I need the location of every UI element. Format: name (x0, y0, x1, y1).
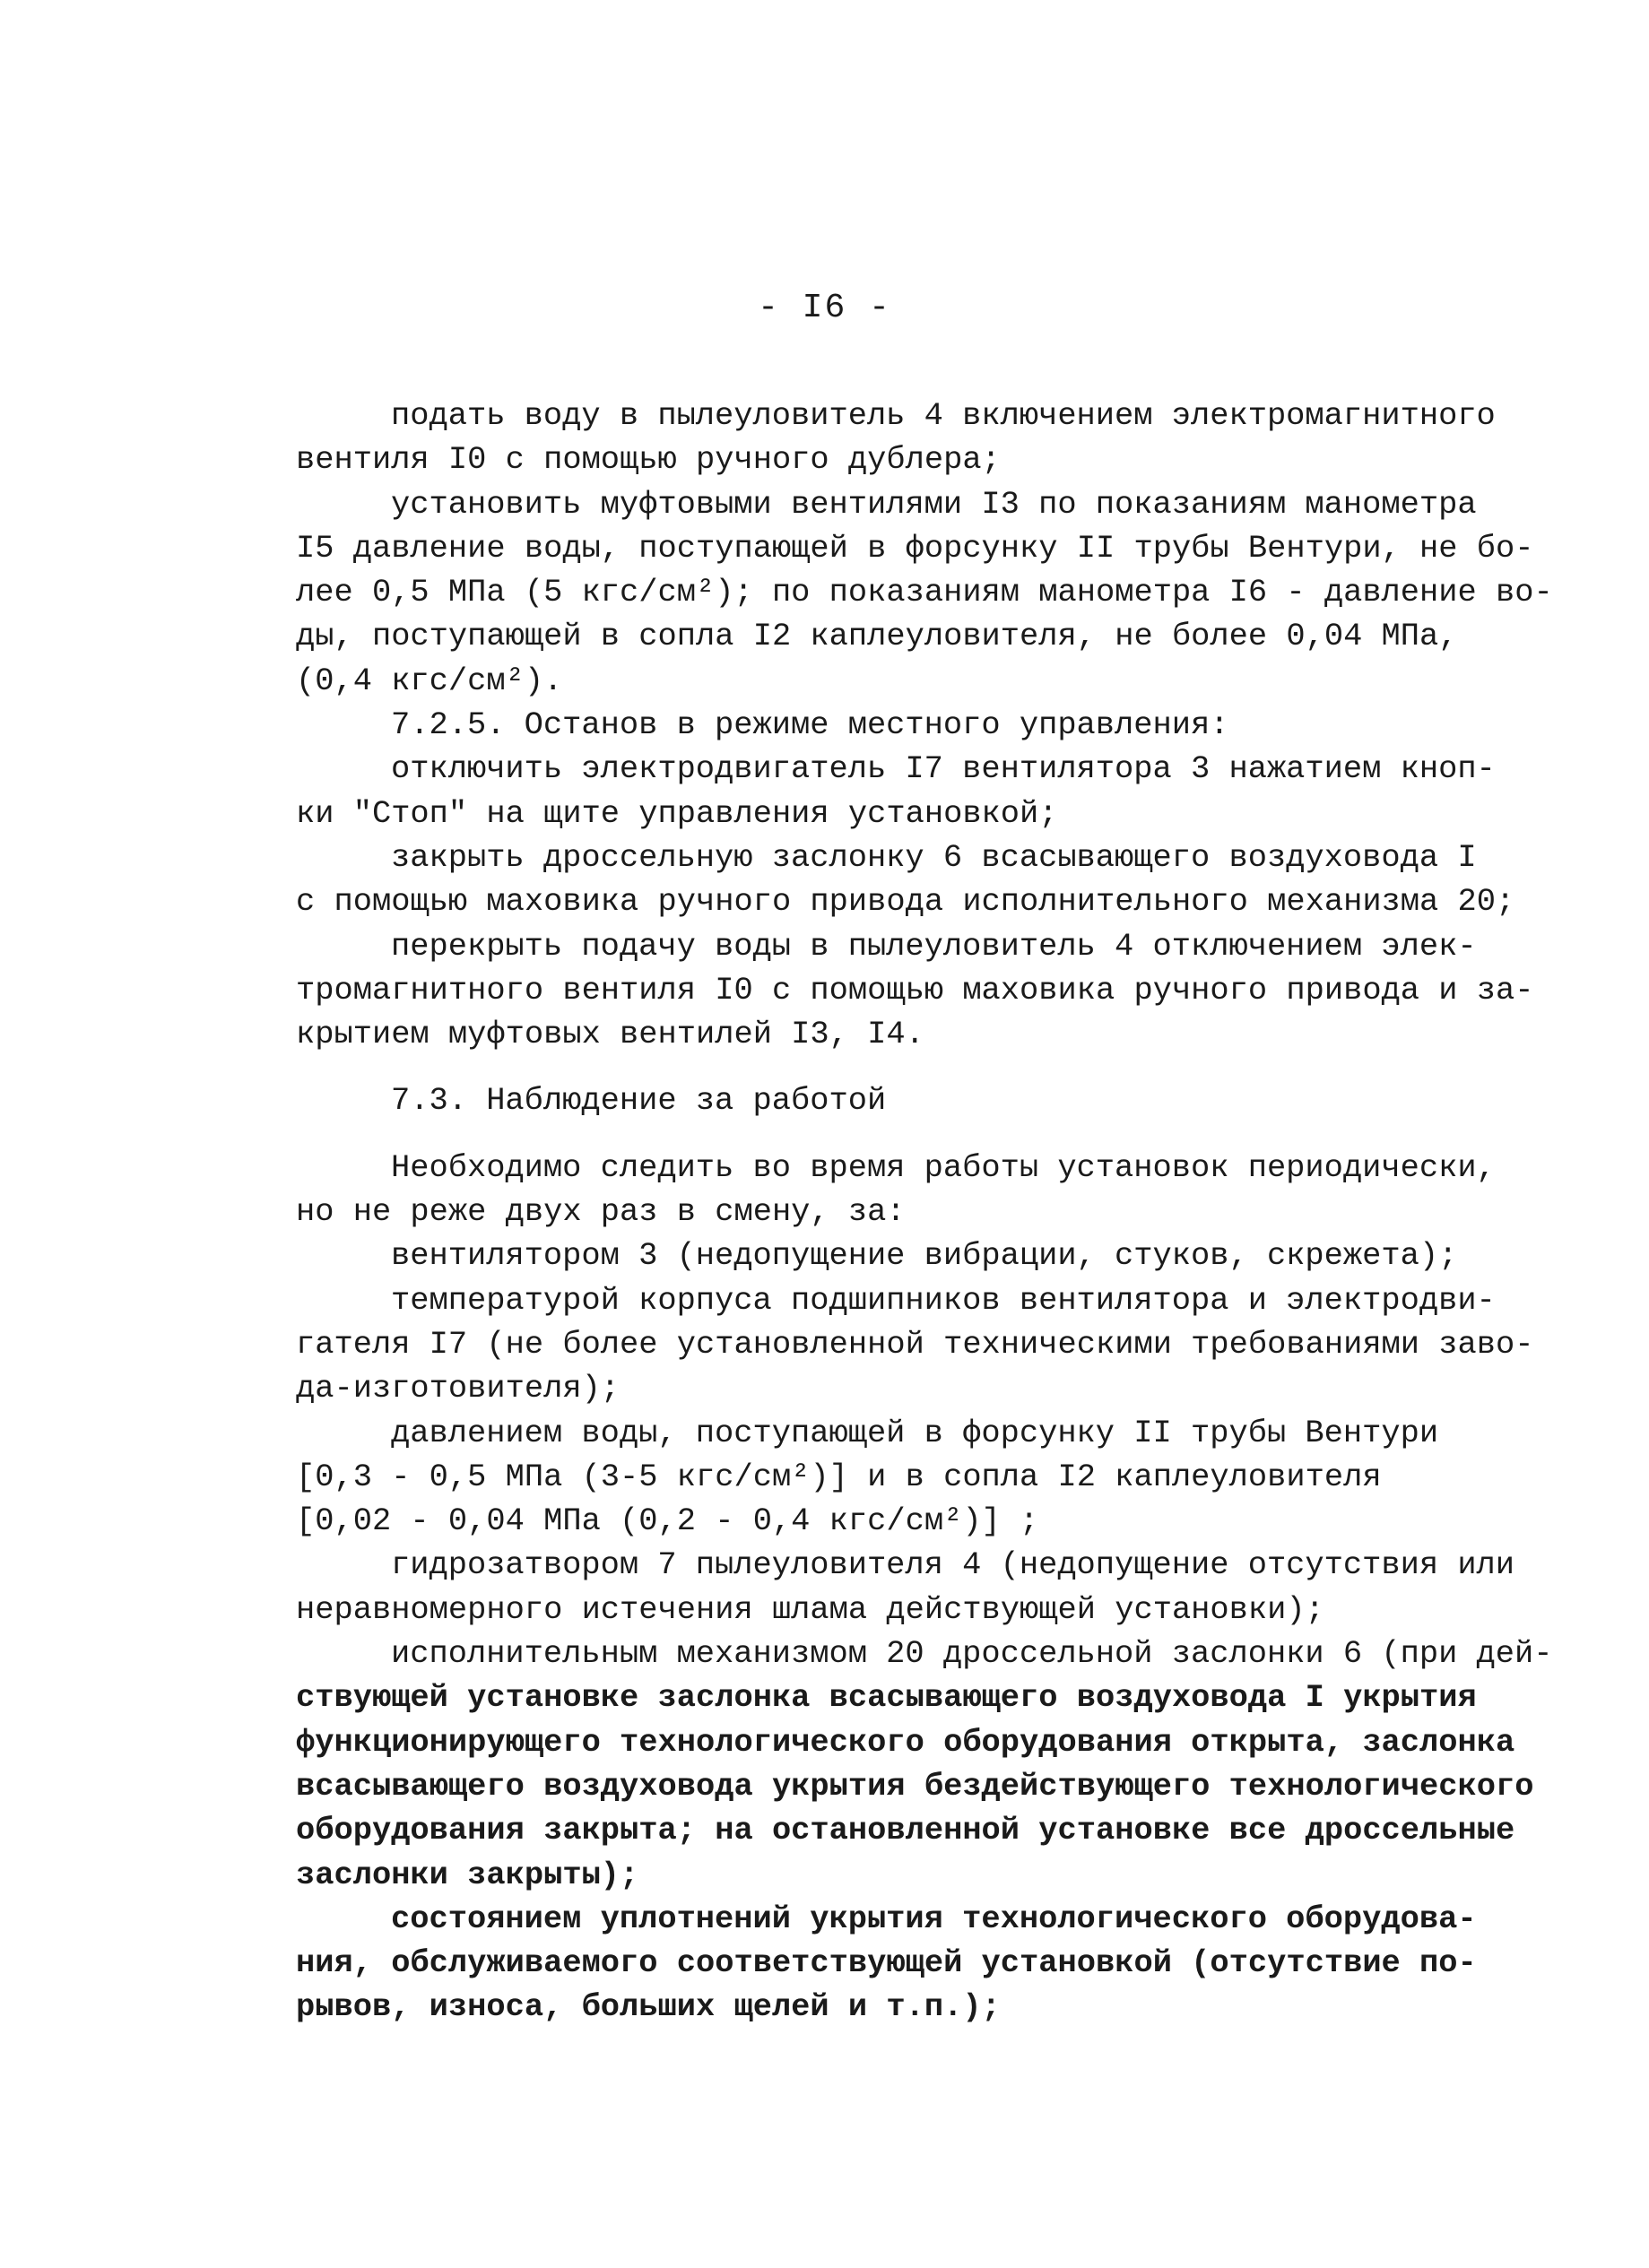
page-number: - I6 - (758, 289, 891, 327)
text-line: неравномерного истечения шлама действующей установки); (296, 1591, 1324, 1628)
document-body (296, 394, 1553, 2030)
text-line: вентиля I0 с помощью ручного дублера; (296, 442, 1001, 479)
text-line: оборудования закрыта; на остановленной установке все дроссельные (296, 1813, 1515, 1849)
text-line: Необходимо следить во время работы установок периодически, (391, 1149, 1496, 1186)
text-line: лее 0,5 МПа (5 кгс/см²); по показаниям манометра I6 - давление во- (296, 575, 1553, 611)
text-line: тромагнитного вентиля I0 с помощью маховика ручного привода и за- (296, 972, 1534, 1008)
text-line: но не реже двух раз в смену, за: (296, 1194, 906, 1231)
text-line: (0,4 кгс/см²). (296, 662, 563, 699)
text-line: отключить электродвигатель I7 вентилятора 3 нажатием кноп- (391, 751, 1496, 788)
text-line: перекрыть подачу воды в пылеуловитель 4 отключением элек- (391, 928, 1477, 965)
text-line: ки "Стоп" на щите управления установкой; (296, 795, 1058, 832)
text-line: вентилятором 3 (недопущение вибрации, стуков, скрежета); (391, 1238, 1458, 1275)
text-line: гидрозатвором 7 пылеуловителя 4 (недопущение отсутствия или (391, 1547, 1515, 1584)
text-line: ды, поступающей в сопла I2 каплеуловителя, не более 0,04 МПа, (296, 619, 1458, 655)
text-line: всасывающего воздуховода укрытия бездействующего технологического (296, 1768, 1534, 1805)
text-line: заслонки закрыты); (296, 1857, 639, 1893)
text-line: установить муфтовыми вентилями I3 по показаниям манометра (391, 486, 1477, 523)
text-line: 7.2.5. Останов в режиме местного управления: (391, 707, 1229, 744)
text-line: гателя I7 (не более установленной техническими требованиями заво- (296, 1326, 1534, 1363)
text-line: подать воду в пылеуловитель 4 включением электромагнитного (391, 398, 1496, 434)
text-line: с помощью маховика ручного привода исполнительного механизма 20; (296, 884, 1515, 921)
text-line: состоянием уплотнений укрытия технологического оборудова- (391, 1900, 1477, 1937)
text-line: да-изготовителя); (296, 1371, 621, 1407)
text-line: функционирующего технологического оборудования открыта, заслонка (296, 1724, 1515, 1761)
text-line: [0,02 - 0,04 МПа (0,2 - 0,4 кгс/см²)] ; (296, 1503, 1039, 1540)
text-line: давлением воды, поступающей в форсунку II трубы Вентури (391, 1415, 1439, 1451)
text-line: исполнительным механизмом 20 дроссельной заслонки 6 (при дей- (391, 1636, 1553, 1673)
text-line: ствующей установке заслонка всасывающего воздуховода I укрытия (296, 1680, 1477, 1717)
text-line: 7.3. Наблюдение за работой (391, 1083, 887, 1120)
text-line: температурой корпуса подшипников вентилятора и электродви- (391, 1282, 1496, 1319)
text-line: крытием муфтовых вентилей I3, I4. (296, 1017, 924, 1053)
text-line: [0,3 - 0,5 МПа (3-5 кгс/см²)] и в сопла I2 каплеуловителя (296, 1459, 1382, 1495)
text-line: рывов, износа, больших щелей и т.п.); (296, 1989, 1001, 2026)
text-line: закрыть дроссельную заслонку 6 всасывающего воздуховода I (391, 839, 1477, 876)
text-line: I5 давление воды, поступающей в форсунку II трубы Вентури, не бо- (296, 530, 1534, 567)
text-line: ния, обслуживаемого соответствующей установкой (отсутствие по- (296, 1945, 1477, 1982)
